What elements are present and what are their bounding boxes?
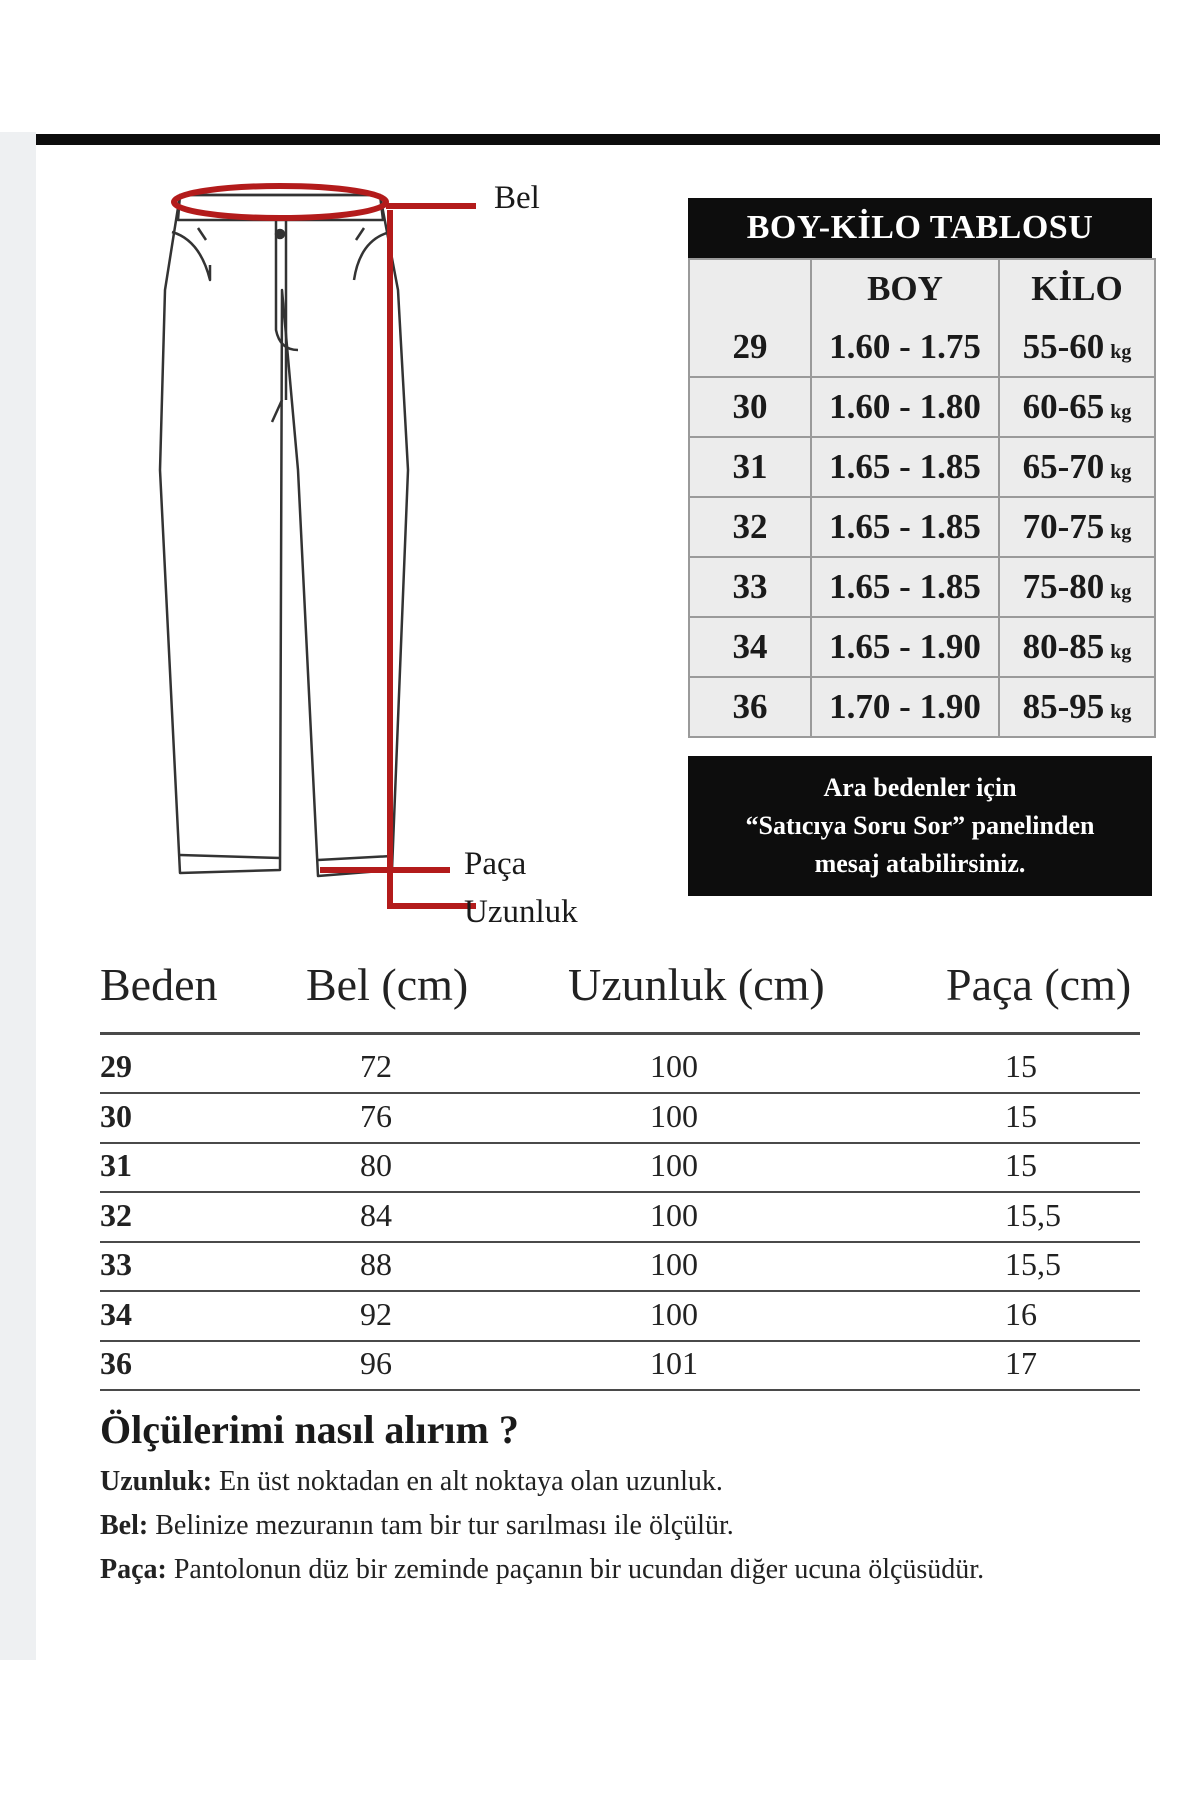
size-row-beden: 33: [100, 1246, 132, 1282]
bk-boy: 1.60 - 1.80: [810, 378, 998, 436]
bk-size: 33: [732, 567, 768, 606]
size-row-value: 88: [360, 1246, 392, 1282]
bk-boy: 1.65 - 1.85: [810, 498, 998, 556]
size-header-bel: Bel (cm): [306, 959, 469, 1010]
bk-size: 36: [732, 687, 768, 726]
bk-boy: 1.70 - 1.90: [810, 678, 998, 736]
size-row-value: 15: [1005, 1048, 1037, 1084]
howto-term: Paça:: [100, 1554, 167, 1585]
size-row-value: 15: [1005, 1147, 1037, 1183]
bk-kilo: 65-70: [1022, 447, 1105, 486]
top-divider: [36, 134, 1160, 145]
size-row-value: 16: [1005, 1295, 1037, 1332]
header-boy: BOY: [810, 260, 998, 318]
size-row-beden: 36: [100, 1345, 132, 1381]
size-table-rule: [100, 1290, 1140, 1292]
bk-kilo-cell: [998, 678, 1154, 736]
bk-size: 31: [732, 447, 768, 486]
size-row-beden: 29: [100, 1048, 132, 1084]
size-row-value: 101: [650, 1345, 698, 1381]
bk-size: 34: [732, 627, 768, 666]
bk-unit: kg: [1110, 640, 1132, 663]
boy-kilo-header-row: [690, 260, 1154, 318]
note-line-1: Ara bedenler için: [823, 773, 1017, 802]
size-row-beden: 31: [100, 1147, 132, 1183]
header-size: [690, 260, 810, 318]
size-row-value: 100: [650, 1048, 698, 1084]
size-row-beden: 34: [100, 1295, 132, 1332]
bk-unit: kg: [1110, 580, 1132, 603]
size-row-value: 92: [360, 1295, 392, 1332]
size-row-value: 80: [360, 1147, 392, 1183]
bk-size: 29: [732, 327, 768, 366]
size-row-value: 100: [650, 1246, 698, 1282]
size-table-rule: [100, 1191, 1140, 1193]
howto-term: Uzunluk:: [100, 1466, 213, 1497]
bk-unit: kg: [1110, 700, 1132, 723]
length-label: Uzunluk: [464, 894, 578, 930]
size-row-value: 100: [650, 1097, 698, 1134]
boy-kilo-row: [690, 376, 1154, 436]
header-kilo: KİLO: [998, 260, 1154, 318]
size-table-rule: [100, 1389, 1140, 1391]
bk-kilo-cell: [998, 378, 1154, 436]
bk-size: 30: [732, 387, 768, 426]
howto-title: Ölçülerimi nasıl alırım ?: [100, 1407, 519, 1452]
howto-item: [100, 1466, 723, 1498]
pants-diagram: [140, 170, 660, 940]
size-table-rule: [100, 1092, 1140, 1094]
size-row-value: 15,5: [1005, 1196, 1061, 1233]
hem-label: Paça: [464, 846, 527, 882]
size-row-value: 15,5: [1005, 1246, 1061, 1282]
bk-kilo: 85-95: [1022, 687, 1105, 726]
size-row-beden: 32: [100, 1196, 132, 1233]
bk-size: 32: [732, 507, 768, 546]
note-line-3: mesaj atabilirsiniz.: [814, 849, 1026, 878]
howto-item: [100, 1510, 734, 1542]
bk-boy: 1.60 - 1.75: [810, 318, 998, 376]
size-row-value: 100: [650, 1196, 698, 1233]
howto-text: Pantolonun düz bir zeminde paçanın bir ucundan diğer ucuna ölçüsüdür.: [166, 1554, 985, 1585]
bk-kilo-cell: [998, 618, 1154, 676]
size-row-beden: 30: [100, 1097, 132, 1134]
size-table-rule: [100, 1241, 1140, 1243]
bk-kilo-cell: [998, 498, 1154, 556]
size-table-rule: [100, 1032, 1140, 1035]
bk-kilo: 55-60: [1022, 327, 1105, 366]
size-row-value: 100: [650, 1295, 698, 1332]
note-box: [688, 756, 1152, 896]
boy-kilo-row: [690, 436, 1154, 496]
size-table-rule: [100, 1340, 1140, 1342]
bk-kilo-cell: [998, 438, 1154, 496]
size-row-value: 72: [360, 1048, 392, 1084]
size-row-value: 84: [360, 1196, 392, 1233]
left-margin-strip: [0, 132, 36, 1660]
size-row-value: 96: [360, 1345, 392, 1381]
howto-text: En üst noktadan en alt noktaya olan uzunluk.: [212, 1466, 723, 1497]
howto-text: Belinize mezuranın tam bir tur sarılması ile ölçülür.: [148, 1510, 734, 1541]
bk-boy: 1.65 - 1.85: [810, 558, 998, 616]
size-header-paca: Paça (cm): [946, 959, 1132, 1010]
bk-unit: kg: [1110, 400, 1132, 423]
bk-kilo: 60-65: [1022, 387, 1105, 426]
bk-kilo: 75-80: [1022, 567, 1105, 606]
bk-unit: kg: [1110, 520, 1132, 543]
note-line-2: “Satıcıya Soru Sor” panelinden: [745, 811, 1095, 840]
bk-kilo: 80-85: [1022, 627, 1105, 666]
bk-boy: 1.65 - 1.85: [810, 438, 998, 496]
boy-kilo-row: [690, 318, 1154, 376]
bk-kilo-cell: [998, 558, 1154, 616]
size-row-value: 17: [1005, 1345, 1037, 1381]
size-row-value: 76: [360, 1097, 392, 1134]
size-row-value: 100: [650, 1147, 698, 1183]
boy-kilo-table: [688, 258, 1156, 738]
boy-kilo-row: [690, 556, 1154, 616]
bk-unit: kg: [1110, 340, 1132, 363]
howto-term: Bel:: [100, 1510, 149, 1541]
boy-kilo-title: BOY-KİLO TABLOSU: [688, 198, 1152, 258]
boy-kilo-row: [690, 496, 1154, 556]
bk-kilo-cell: [998, 318, 1154, 376]
boy-kilo-row: [690, 676, 1154, 736]
size-row-value: 15: [1005, 1097, 1037, 1134]
howto-item: [100, 1554, 984, 1586]
bk-kilo: 70-75: [1022, 507, 1105, 546]
boy-kilo-row: [690, 616, 1154, 676]
waist-label: Bel: [494, 180, 540, 216]
bk-boy: 1.65 - 1.90: [810, 618, 998, 676]
size-table-rule: [100, 1142, 1140, 1144]
bk-unit: kg: [1110, 460, 1132, 483]
size-header-beden: Beden: [100, 959, 218, 1010]
size-header-uzunluk: Uzunluk (cm): [568, 959, 825, 1010]
